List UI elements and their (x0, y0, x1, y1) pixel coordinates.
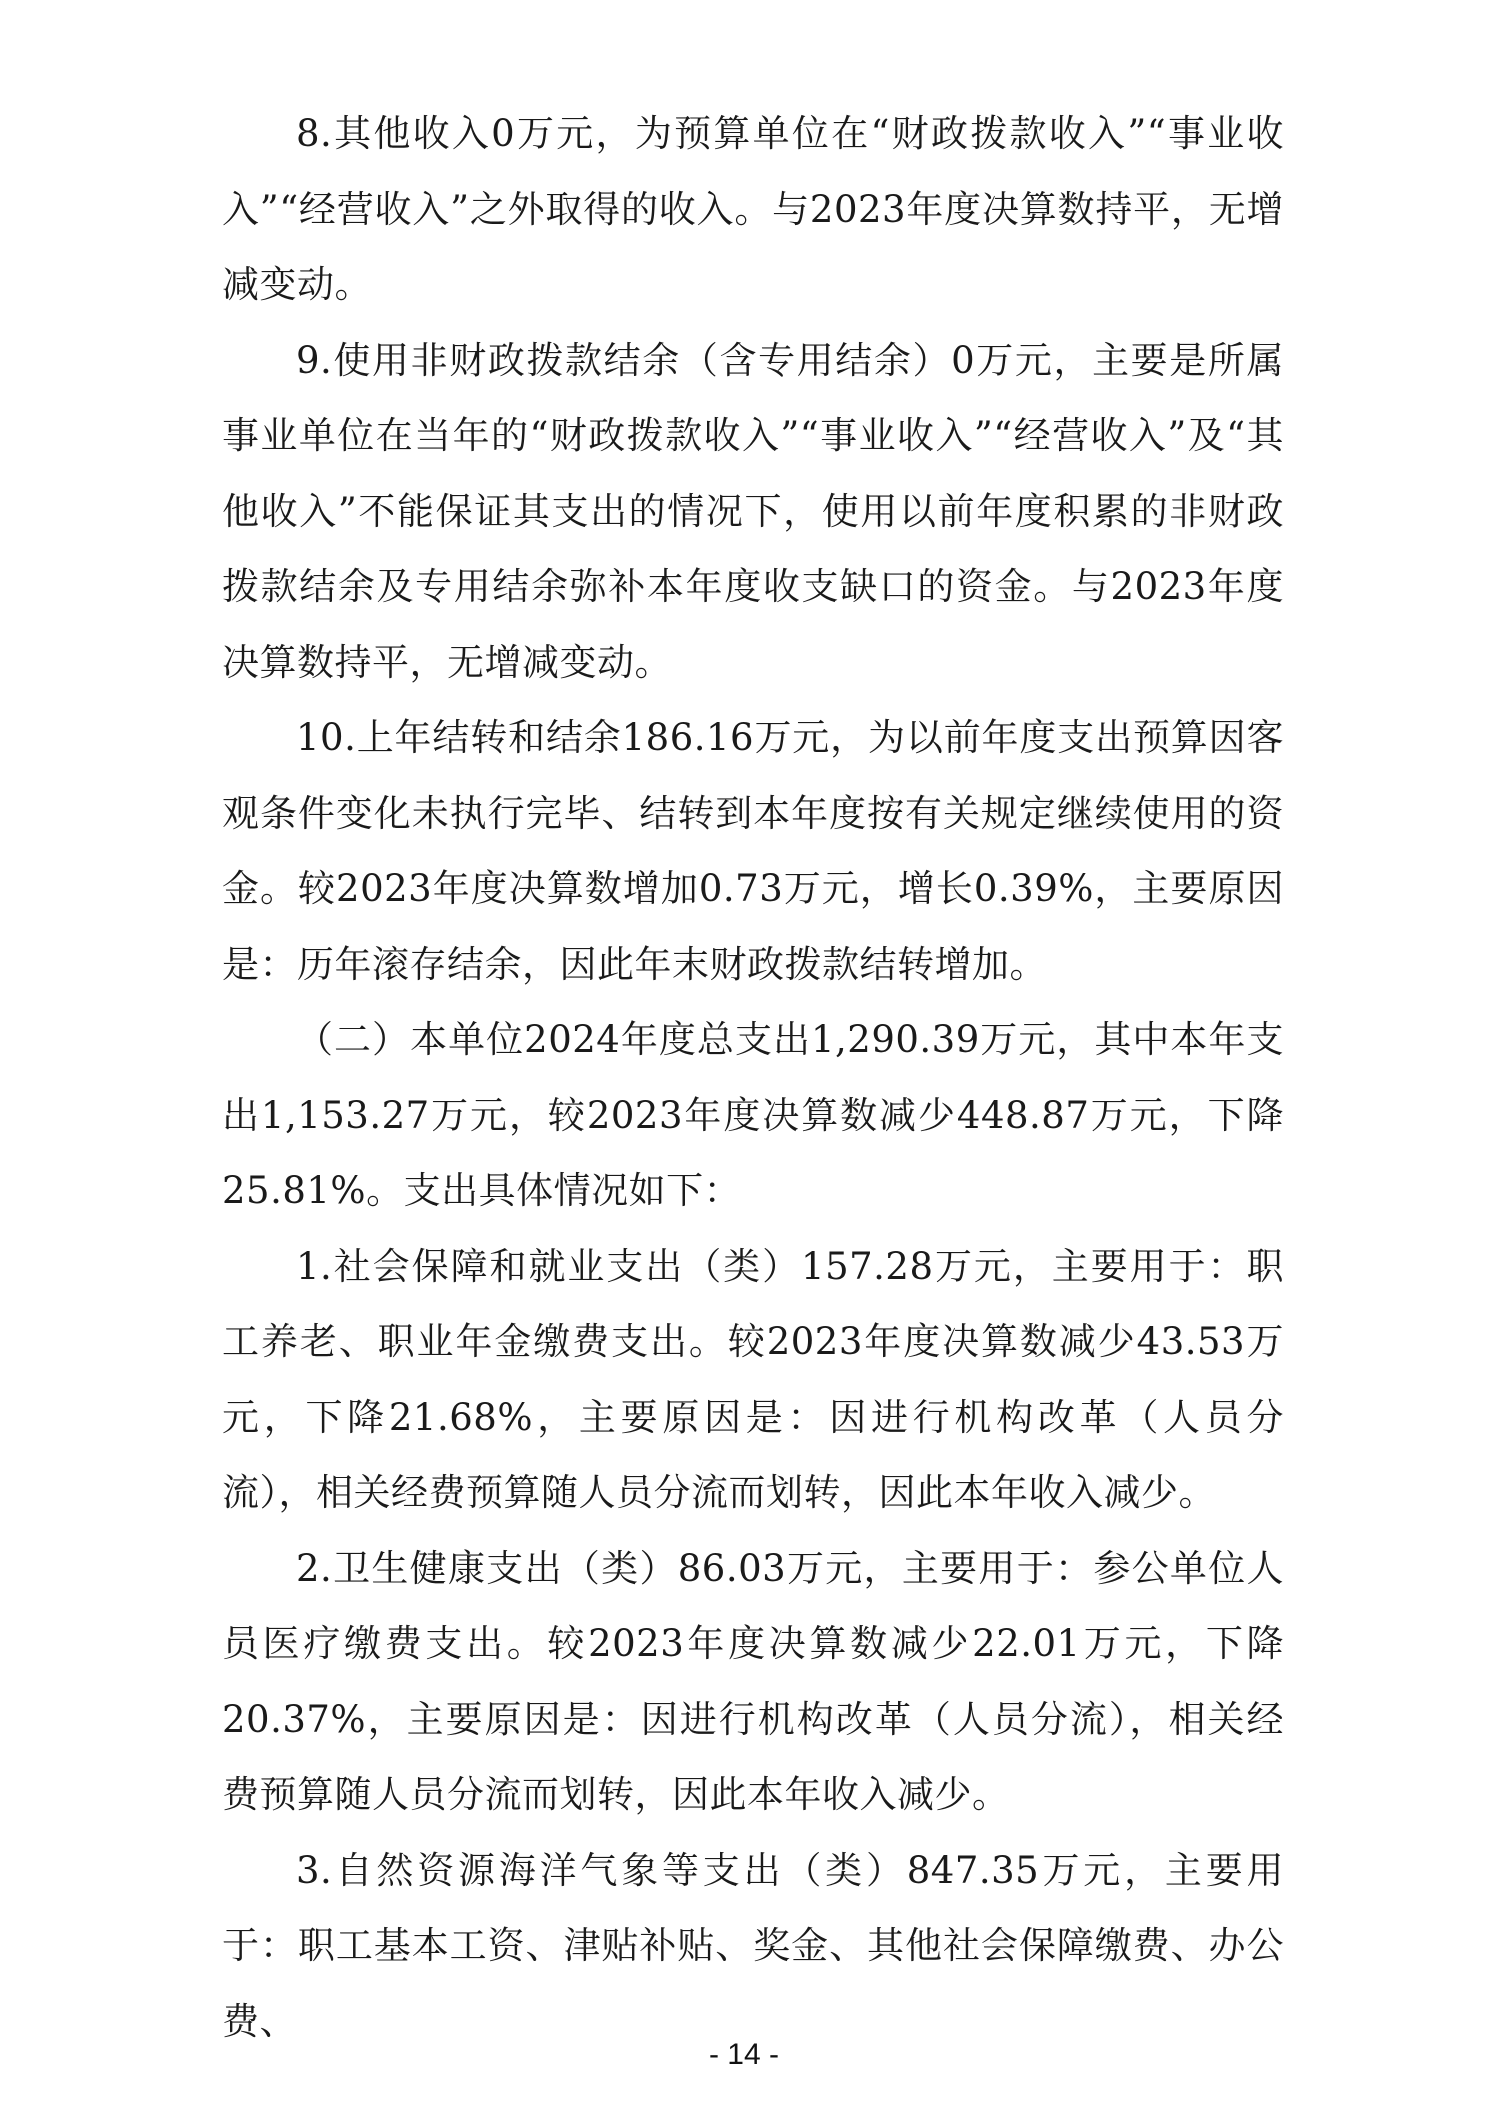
paragraph-total-expenditure: （二）本单位2024年度总支出1,290.39万元，其中本年支出1,153.27万元，较2023年度决算数减少448.87万元，下降25.81%。支出具体情况如下： (222, 1018, 1284, 1212)
paragraph-health-expenditure: 2.卫生健康支出（类）86.03万元，主要用于：参公单位人员医疗缴费支出。较2023年度决算数减少22.01万元，下降20.37%，主要原因是：因进行机构改革（人员分流），相关经费预算随人员分流而划转，因此本年收入减少。 (222, 1546, 1284, 1816)
body-text (222, 96, 1284, 2059)
paragraph-natural-resources-expenditure: 3.自然资源海洋气象等支出（类）847.35万元，主要用于：职工基本工资、津贴补贴、奖金、其他社会保障缴费、办公费、 (222, 1848, 1284, 2043)
page-number: - 14 - (708, 2038, 780, 2071)
paragraph-non-fiscal-surplus: 9.使用非财政拨款结余（含专用结余）0万元，主要是所属事业单位在当年的“财政拨款收入”“事业收入”“经营收入”及“其他收入”不能保证其支出的情况下，使用以前年度积累的非财政拨款结余及专用结余弥补本年度收支缺口的资金。与2023年度决算数持平，无增减变动。 (222, 338, 1284, 684)
paragraph-other-income: 8.其他收入0万元，为预算单位在“财政拨款收入”“事业收入”“经营收入”之外取得的收入。与2023年度决算数持平，无增减变动。 (222, 112, 1284, 306)
paragraph-social-security-expenditure: 1.社会保障和就业支出（类）157.28万元，主要用于：职工养老、职业年金缴费支出。较2023年度决算数减少43.53万元，下降21.68%，主要原因是：因进行机构改革（人员分流），相关经费预算随人员分流而划转，因此本年收入减少。 (222, 1244, 1284, 1514)
paragraph-prior-year-carryover: 10.上年结转和结余186.16万元，为以前年度支出预算因客观条件变化未执行完毕、结转到本年度按有关规定继续使用的资金。较2023年度决算数增加0.73万元，增长0.39%，主要原因是：历年滚存结余，因此年末财政拨款结转增加。 (222, 716, 1284, 986)
